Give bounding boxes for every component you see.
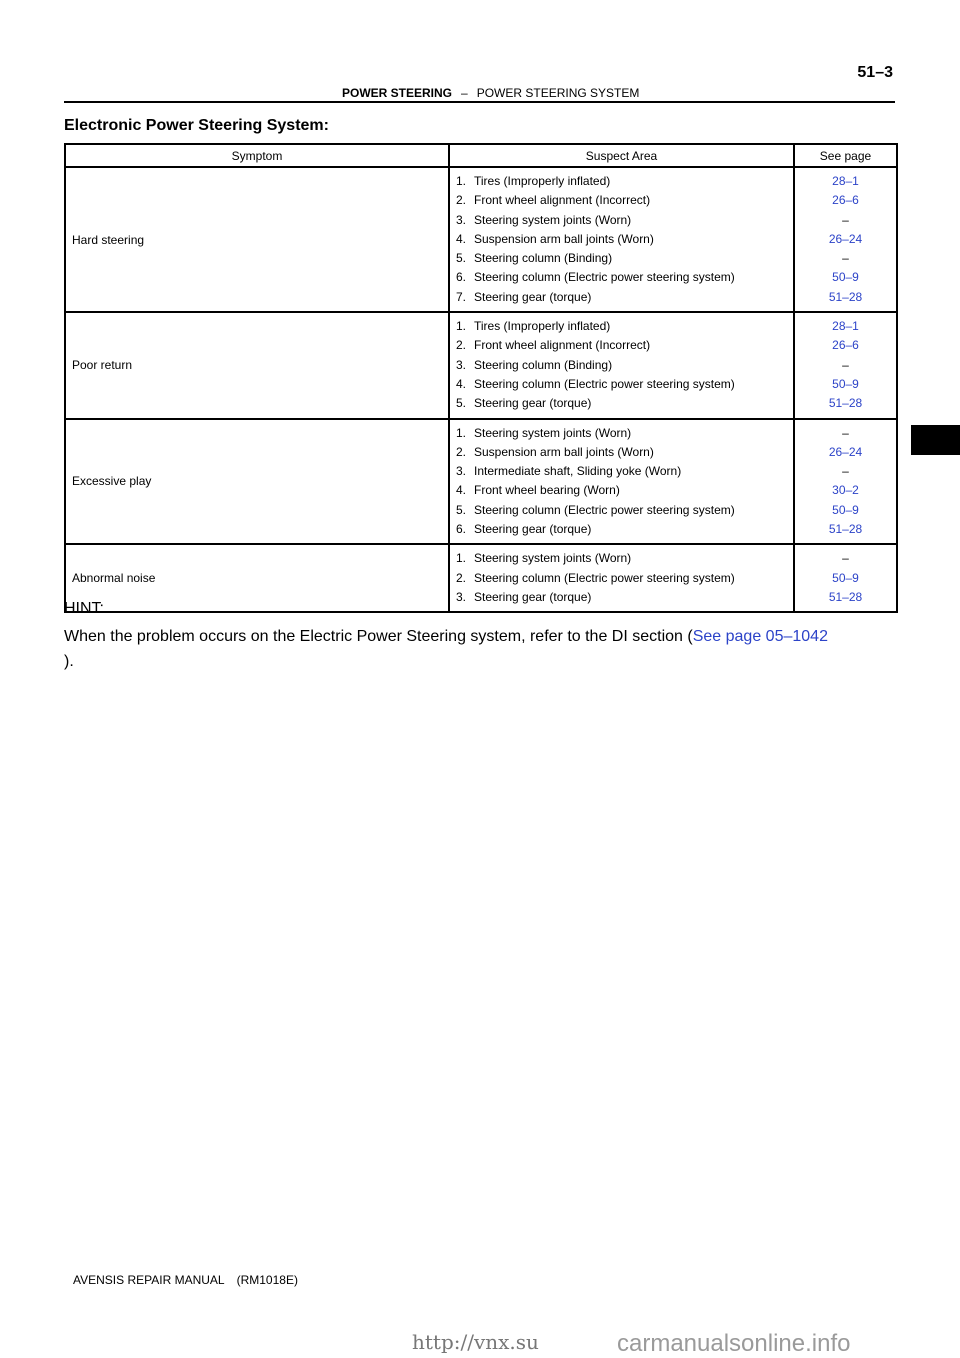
item-number: 6. [456, 270, 467, 285]
symptom-cell: Abnormal noise [65, 544, 449, 612]
suspect-area-item [456, 481, 787, 500]
page-ref-link[interactable]: 28–1 [832, 174, 859, 188]
item-number: 5. [456, 396, 467, 411]
suspect-area-item [456, 317, 787, 336]
item-text: Suspension arm ball joints (Worn) [474, 444, 654, 459]
item-number: 5. [456, 502, 467, 517]
item-number: 7. [456, 289, 467, 304]
page-ref-link[interactable]: 51–28 [828, 589, 863, 604]
page-ref-link[interactable]: 51–28 [828, 522, 863, 537]
hint-label: HINT: [64, 600, 104, 617]
column-header-see-page: See page [794, 144, 897, 167]
footer-manual-code: (RM1018E) [236, 1273, 298, 1287]
item-number: 1. [456, 319, 467, 334]
running-header [342, 86, 639, 100]
suspect-area-cell [449, 312, 794, 418]
page-number: 51–3 [857, 64, 893, 81]
hint-page-link[interactable]: See page 05–1042 [692, 628, 828, 645]
suspect-area-item [456, 268, 787, 287]
header-subsection: POWER STEERING SYSTEM [476, 86, 640, 100]
suspect-area-cell [449, 419, 794, 545]
column-header-suspect-area: Suspect Area [449, 144, 794, 167]
suspect-area-item [456, 424, 787, 443]
item-number: 3. [456, 589, 467, 604]
item-number: 4. [456, 483, 467, 498]
item-number: 5. [456, 251, 467, 266]
page-ref-none: – [842, 425, 849, 440]
item-text: Steering system joints (Worn) [474, 425, 632, 440]
item-text: Steering column (Binding) [474, 251, 613, 266]
item-text: Steering column (Electric power steering system) [474, 376, 735, 391]
header-separator: – [461, 86, 468, 100]
page-ref-link[interactable]: 26–6 [832, 338, 859, 353]
suspect-area-item [456, 172, 787, 191]
item-text: Steering gear (torque) [474, 522, 592, 537]
suspect-area-item [456, 191, 787, 210]
table-row [65, 312, 897, 418]
item-text: Intermediate shaft, Sliding yoke (Worn) [474, 464, 682, 479]
problem-symptoms-table [64, 143, 898, 613]
suspect-area-item [456, 462, 787, 481]
item-number: 1. [456, 174, 467, 188]
item-text: Steering system joints (Worn) [474, 212, 632, 227]
suspect-area-item [456, 569, 787, 588]
table-row [65, 167, 897, 312]
item-number: 3. [456, 212, 467, 227]
item-number: 2. [456, 338, 467, 353]
table-row [65, 544, 897, 612]
item-text: Front wheel alignment (Incorrect) [474, 193, 651, 208]
item-number: 4. [456, 231, 467, 246]
table-body [65, 167, 897, 612]
symptom-cell: Excessive play [65, 419, 449, 545]
page-ref-none: – [842, 464, 849, 479]
suspect-area-item [456, 230, 787, 249]
page-ref-link[interactable]: 26–6 [832, 193, 859, 208]
suspect-area-item [456, 211, 787, 230]
see-page-cell [794, 544, 897, 612]
page-ref-link[interactable]: 50–9 [832, 570, 859, 585]
suspect-area-item [456, 501, 787, 520]
watermark-url: http://vnx.su [412, 1330, 539, 1354]
footer [73, 1273, 298, 1287]
page-ref-link[interactable]: 51–28 [828, 396, 863, 411]
header-section: POWER STEERING [342, 86, 453, 100]
section-tab-marker [911, 425, 960, 455]
page-ref-none: – [842, 357, 849, 372]
page-ref-link[interactable]: 51–28 [828, 289, 863, 304]
item-text: Tires (Improperly inflated) [474, 319, 611, 334]
page-ref-none: – [842, 251, 849, 266]
item-number: 4. [456, 376, 467, 391]
page-ref-none: – [842, 551, 849, 566]
column-header-symptom: Symptom [65, 144, 449, 167]
page-ref-link[interactable]: 50–9 [832, 376, 859, 391]
symptom-cell: Poor return [65, 312, 449, 418]
see-page-cell [794, 419, 897, 545]
suspect-area-cell [449, 544, 794, 612]
page-ref-link[interactable]: 26–24 [828, 231, 863, 246]
item-text: Steering gear (torque) [474, 289, 592, 304]
item-number: 3. [456, 464, 467, 479]
page-ref-link[interactable]: 50–9 [832, 270, 859, 285]
see-page-cell [794, 312, 897, 418]
item-number: 3. [456, 357, 467, 372]
hint-text-before: When the problem occurs on the Electric Power Steering system, refer to the DI section ( [64, 628, 693, 645]
footer-manual-title: AVENSIS REPAIR MANUAL [73, 1273, 225, 1287]
item-text: Steering gear (torque) [474, 589, 592, 604]
item-text: Steering system joints (Worn) [474, 551, 632, 566]
suspect-area-item [456, 588, 787, 607]
item-number: 2. [456, 193, 467, 208]
item-text: Front wheel alignment (Incorrect) [474, 338, 651, 353]
item-text: Steering column (Electric power steering system) [474, 502, 735, 517]
page-ref-link[interactable]: 28–1 [832, 319, 859, 334]
section-title: Electronic Power Steering System: [64, 117, 329, 134]
hint-text-after: ). [64, 653, 74, 670]
suspect-area-item [456, 288, 787, 307]
item-text: Front wheel bearing (Worn) [474, 483, 620, 498]
watermark-site: carmanualsonline.info [617, 1330, 851, 1357]
hint-text [64, 624, 899, 674]
table-row [65, 419, 897, 545]
item-text: Steering column (Electric power steering system) [474, 270, 735, 285]
page-ref-none: – [842, 212, 849, 227]
suspect-area-item [456, 394, 787, 413]
suspect-area-item [456, 520, 787, 539]
suspect-area-item [456, 375, 787, 394]
suspect-area-cell [449, 167, 794, 312]
item-text: Steering column (Electric power steering system) [474, 570, 735, 585]
suspect-area-item [456, 336, 787, 355]
suspect-area-item [456, 443, 787, 462]
page-ref-link[interactable]: 50–9 [832, 502, 859, 517]
header-rule [64, 101, 895, 103]
item-text: Steering gear (torque) [474, 396, 592, 411]
item-number: 2. [456, 570, 467, 585]
item-text: Suspension arm ball joints (Worn) [474, 231, 654, 246]
suspect-area-item [456, 249, 787, 268]
suspect-area-item [456, 549, 787, 568]
item-text: Tires (Improperly inflated) [474, 174, 611, 188]
table-header-row [65, 144, 897, 167]
item-text: Steering column (Binding) [474, 357, 613, 372]
symptom-cell: Hard steering [65, 167, 449, 312]
suspect-area-item [456, 356, 787, 375]
page-ref-link[interactable]: 26–24 [828, 444, 863, 459]
item-number: 1. [456, 551, 467, 566]
item-number: 6. [456, 522, 467, 537]
item-number: 1. [456, 425, 467, 440]
item-number: 2. [456, 444, 467, 459]
see-page-cell [794, 167, 897, 312]
page-ref-link[interactable]: 30–2 [832, 483, 859, 498]
